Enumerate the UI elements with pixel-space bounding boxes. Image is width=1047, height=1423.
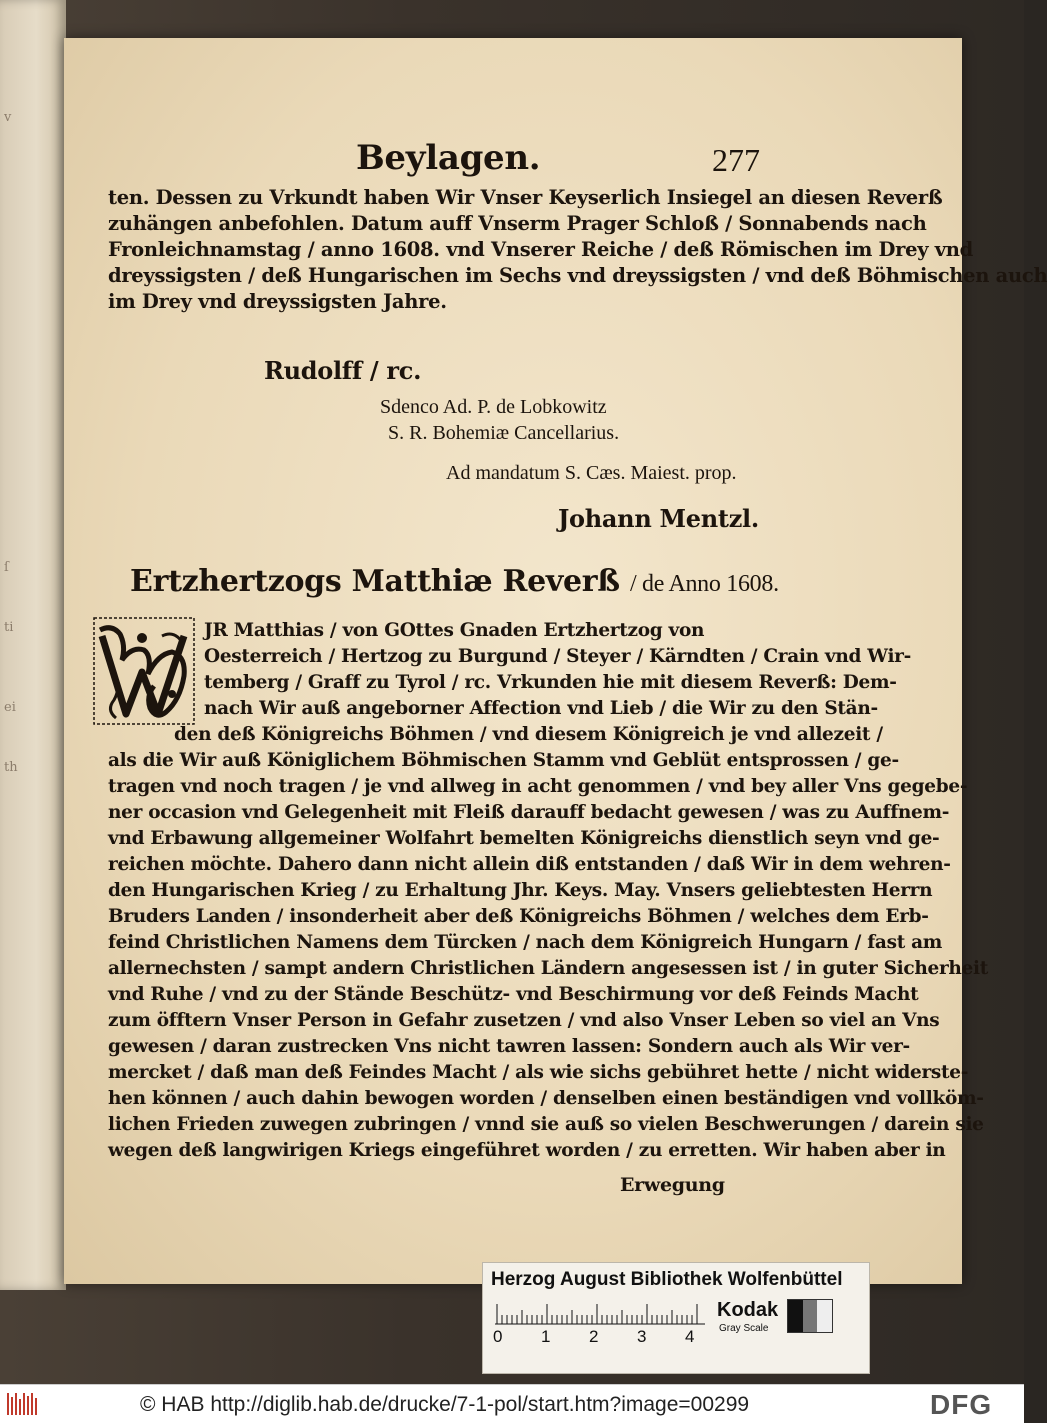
text-line: wegen deß langwirigen Kriegs eingeführet worden / zu erretten. Wir haben aber in: [108, 1140, 946, 1161]
catchword: Erwegung: [620, 1174, 725, 1196]
ruler-scale: [495, 1303, 705, 1325]
ruler-number: 4: [685, 1327, 695, 1346]
dfg-logo: DFG: [930, 1389, 993, 1420]
ghost-text: v: [4, 110, 12, 125]
footer-bar: [0, 1384, 1024, 1423]
text-line: ten. Dessen zu Vrkundt haben Wir Vnser Keyserlich Insiegel an diesen Reverß: [108, 186, 943, 209]
text-line: reichen möchte. Dahero dann nicht allein diß entstanden / daß Wir in dem wehren-: [108, 854, 951, 875]
ruler-number: 1: [541, 1327, 551, 1346]
text-line: Oesterreich / Hertzog zu Burgund / Steyer / Kärndten / Crain vnd Wir-: [204, 646, 912, 667]
text-line: dreyssigsten / deß Hungarischen im Sechs vnd dreyssigsten / vnd deß Böhmischen auch: [108, 264, 1047, 287]
signature-sdenco: Sdenco Ad. P. de Lobkowitz: [380, 396, 607, 418]
signature-cancellarius: S. R. Bohemiæ Cancellarius.: [388, 422, 620, 444]
text-line: den deß Königreichs Böhmen / vnd diesem Königreich je vnd allezeit /: [174, 724, 883, 745]
gray-swatch: [803, 1300, 818, 1332]
ruler-number: 3: [637, 1327, 647, 1346]
text-line: hen können / auch dahin bewogen worden / denselben einen beständigen vnd vollköm-: [108, 1088, 984, 1109]
library-name: Herzog August Bibliothek Wolfenbüttel: [491, 1269, 843, 1290]
text-line: temberg / Graff zu Tyrol / rc. Vrkunden hie mit diesem Reverß: Dem-: [204, 672, 897, 693]
adjacent-page-edge: [0, 0, 66, 1290]
ghost-text: ſ: [4, 560, 9, 575]
text-line: Fronleichnamstag / anno 1608. vnd Vnserer Reiche / deß Römischen im Drey vnd: [108, 238, 973, 261]
ghost-text: ti: [4, 620, 14, 635]
kodak-logo: Kodak: [717, 1299, 779, 1321]
gray-scale-patch: [787, 1299, 833, 1333]
kodak-gray-scale-label: Gray Scale: [719, 1323, 769, 1334]
ruler-numbers: [493, 1327, 703, 1347]
text-line: allernechsten / sampt andern Christlichen Ländern angesessen ist / in guter Sicherheit: [108, 958, 988, 979]
text-line: JR Matthias / von GOttes Gnaden Ertzhertzog von: [204, 620, 705, 641]
scanned-page: [64, 38, 1047, 1284]
copyright-link[interactable]: © HAB http://diglib.hab.de/drucke/7-1-pol/start.htm?image=00299: [140, 1393, 750, 1416]
text-line: als die Wir auß Königlichem Böhmischen Stamm vnd Geblüt entsprossen / ge-: [108, 750, 899, 771]
ghost-text: th: [4, 760, 18, 775]
text-line: tragen vnd noch tragen / je vnd allweg in acht genommen / vnd bey aller Vns gegebe-: [108, 776, 968, 797]
signature-mentzl: Johann Mentzl.: [558, 504, 759, 533]
text-line: nach Wir auß angeborner Affection vnd Lieb / die Wir zu den Stän-: [204, 698, 878, 719]
page-number: 277: [712, 142, 760, 178]
text-line: gewesen / daran zustrecken Vns nicht tawren lassen: Sondern auch als Wir ver-: [108, 1036, 910, 1057]
gray-swatch: [817, 1300, 832, 1332]
ruler-number: 2: [589, 1327, 599, 1346]
text-line: vnd Erbawung allgemeiner Wolfahrt bemelten Königreichs dienstlich seyn vnd ge-: [108, 828, 940, 849]
library-color-target-label: [482, 1262, 870, 1374]
section-title-suffix: / de Anno 1608.: [629, 571, 779, 597]
running-head: Beylagen.: [356, 138, 541, 178]
signature-mandatum: Ad mandatum S. Cæs. Maiest. prop.: [446, 462, 737, 484]
hab-logo-icon: [6, 1391, 38, 1417]
text-line: vnd Ruhe / vnd zu der Stände Beschütz- vnd Beschirmung vor deß Feinds Macht: [108, 984, 919, 1005]
text-line: den Hungarischen Krieg / zu Erhaltung Jhr. Keys. May. Vnsers geliebtesten Herrn: [108, 880, 933, 901]
text-line: zuhängen anbefohlen. Datum auff Vnserm Prager Schloß / Sonnabends nach: [108, 212, 927, 235]
text-line: im Drey vnd dreyssigsten Jahre.: [108, 290, 447, 313]
text-line: ner occasion vnd Gelegenheit mit Fleiß darauff bedacht gewesen / was zu Auffnem-: [108, 802, 950, 823]
signature-rudolff: Rudolff / rc.: [264, 356, 422, 385]
text-line: feind Christlichen Namens dem Türcken / nach dem Königreich Hungarn / fast am: [108, 932, 943, 953]
text-line: zum öfftern Vnser Person in Gefahr zusetzen / vnd also Vnser Leben so viel an Vns: [108, 1010, 940, 1031]
ruler-number: 0: [493, 1327, 503, 1346]
ghost-text: ei: [4, 700, 16, 715]
text-line: lichen Frieden zuwegen zubringen / vnnd sie auß so vielen Beschwerungen / darein sie: [108, 1114, 984, 1135]
initial-letter-icon: [92, 616, 196, 726]
section-title: [130, 564, 779, 599]
text-line: Bruders Landen / insonderheit aber deß Königreichs Böhmen / welches dem Erb-: [108, 906, 929, 927]
section-title-main: Ertzhertzogs Matthiæ Reverß: [130, 564, 620, 599]
gray-swatch: [788, 1300, 803, 1332]
text-line: mercket / daß man deß Feindes Macht / als wie sichs gebühret hette / nicht widerste-: [108, 1062, 969, 1083]
